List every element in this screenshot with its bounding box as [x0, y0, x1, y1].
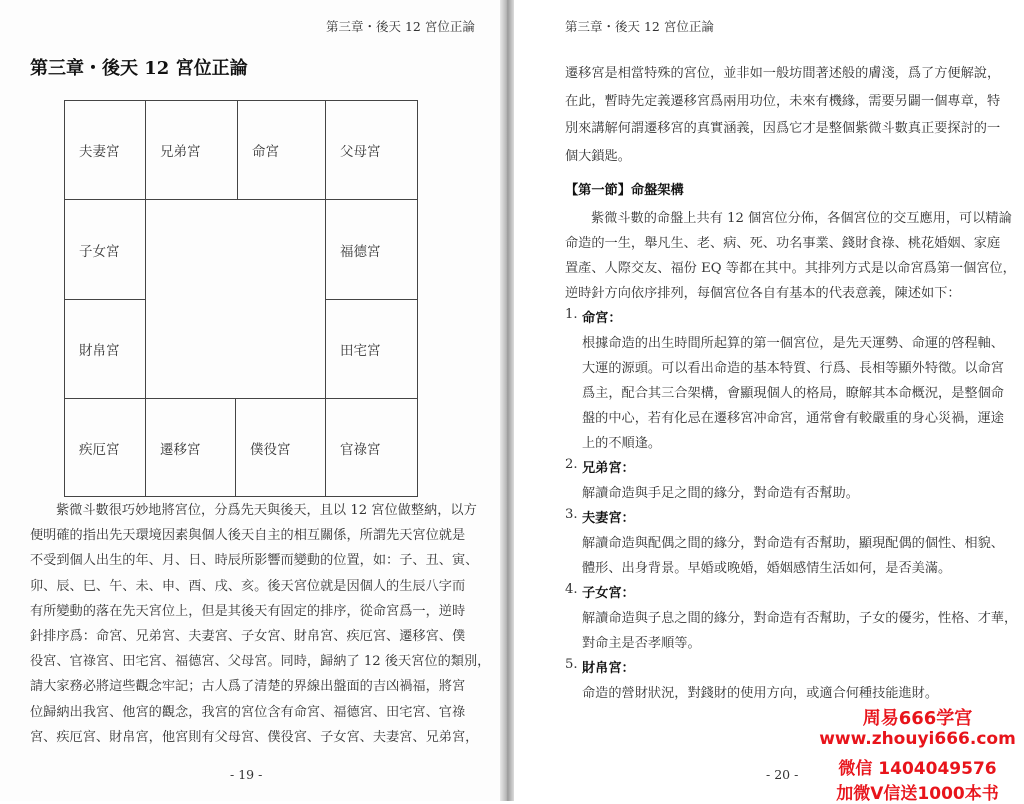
palace-cell: [325, 398, 418, 497]
palace-cell: [145, 398, 236, 497]
paragraph-line: 個大鎖匙。: [565, 149, 631, 165]
list-item-text: 解讀命造與子息之間的緣分，對命造有否幫助，子女的優劣，性格、才華，: [582, 611, 1018, 626]
watermark-line: www.zhouyi666.com: [819, 729, 1016, 749]
paragraph-line: 針排序爲：命宮、兄弟宮、夫妻宮、子女宮、財帛宮、疾厄宮、遷移宮、僕: [30, 629, 466, 644]
book-spine: [500, 0, 514, 801]
page-number: - 19 -: [230, 767, 263, 782]
palace-cell: [235, 398, 326, 497]
paragraph-line: 請大家務必將這些觀念牢記；古人爲了清楚的界線出盤面的吉凶禍福，將宮: [30, 679, 466, 695]
list-item-text: 盤的中心，若有化忌在遷移宮冲命宮，通常會有較嚴重的身心災禍，運途: [582, 411, 1004, 426]
palace-cell: [325, 299, 418, 399]
palace-cell: [325, 100, 418, 200]
palace-label: 福德宮: [340, 243, 381, 260]
palace-cell: [237, 100, 326, 200]
palace-cell: [145, 100, 238, 200]
paragraph-line: 紫微斗數的命盤上共有 12 個宮位分佈，各個宮位的交互應用，可以精論: [591, 211, 1012, 226]
list-item-text: 大運的源頭。可以看出命造的基本特質、行爲、長相等顯外特徵。以命宮: [582, 361, 1004, 376]
palace-cell: [64, 398, 146, 497]
paragraph-line: 置產、人際交友、福份 EQ 等都在其中。其排列方式是以命宮爲第一個宮位，: [565, 261, 1016, 276]
paragraph-line: 紫微斗數很巧妙地將宮位，分爲先天與後天，且以 12 宮位做整納，以方: [56, 503, 477, 518]
palace-cell: [64, 299, 146, 399]
palace-label: 僕役宮: [250, 441, 291, 458]
list-item-text: 爲主，配合其三合架構，會顯現個人的格局，瞭解其本命概況，是整個命: [582, 386, 1004, 401]
paragraph-line: 宮、疾厄宮、財帛宮，他宮則有父母宮、僕役宮、子女宮、夫妻宮、兄弟宮，: [30, 729, 479, 745]
paragraph-line: 別來講解何謂遷移宮的真實涵義，因爲它才是整個紫微斗數真正要探討的一: [565, 121, 1001, 137]
list-item-title: 兄弟宮：: [582, 461, 635, 476]
list-item-text: 命造的營財狀況，對錢財的使用方向，或適合何種技能進財。: [582, 686, 939, 701]
list-number: 2.: [565, 457, 578, 472]
palace-label: 兄弟宮: [160, 144, 201, 160]
watermark-line: 微信 1404049576: [838, 759, 997, 779]
palace-cell: [325, 199, 418, 300]
paragraph-line: 命造的一生，舉凡生、老、病、死、功名事業、錢財食祿、桃花婚姻、家庭: [565, 236, 1001, 251]
paragraph-line: 遷移宮是相當特殊的宮位，並非如一般坊間著述般的膚淺，爲了方便解說，: [565, 66, 1001, 81]
list-number: 3.: [565, 507, 578, 522]
list-item-text: 體形、出身背景。早婚或晚婚，婚姻感情生活如何，是否美滿。: [582, 561, 952, 576]
palace-label: 夫妻宮: [79, 144, 120, 160]
list-item-title: 夫妻宮：: [582, 511, 635, 526]
list-item-text: 對命主是否孝順等。: [582, 636, 701, 651]
chapter-title: 第三章・後天 12 宮位正論: [30, 58, 248, 79]
paragraph-line: 有所變動的落在先天宮位上，但是其後天有固定的排序，從命宮爲一，逆時: [30, 603, 466, 619]
running-header: 第三章・後天 12 宮位正論: [326, 19, 475, 34]
palace-label: 田宅宮: [340, 343, 381, 359]
watermark-line: 周易666学宫: [862, 708, 973, 729]
page-number: - 20 -: [766, 767, 799, 782]
palace-label: 財帛宮: [79, 343, 120, 359]
paragraph-line: 役宮、官祿宮、田宅宮、福德宮、父母宮。同時，歸納了 12 後天宮位的類別，: [30, 654, 491, 670]
paragraph-line: 卯、辰、巳、午、未、申、酉、戌、亥。後天宮位就是因個人的生辰八字而: [30, 578, 466, 594]
paragraph-line: 位歸納出我宮、他宮的觀念，我宮的宮位含有命宮、福德宮、田宅宮、官祿: [30, 704, 466, 720]
paragraph-line: 逆時針方向依序排列，每個宮位各自有基本的代表意義，陳述如下：: [565, 286, 961, 301]
palace-grid: [64, 100, 418, 497]
list-item-title: 命宮：: [582, 311, 622, 326]
list-number: 5.: [565, 657, 578, 672]
palace-label: 父母宮: [340, 144, 381, 160]
palace-label: 遷移宮: [160, 441, 201, 458]
list-item-text: 解讀命造與配偶之間的緣分，對命造有否幫助，顯現配偶的個性、相貌、: [582, 536, 1004, 551]
list-item-text: 根據命造的出生時間所起算的第一個宮位，是先天運勢、命運的啓程軸、: [582, 336, 1004, 351]
list-item-text: 上的不順逢。: [582, 436, 662, 451]
palace-label: 命宮: [252, 144, 279, 160]
paragraph-line: 在此，暫時先定義遷移宮爲兩用功位，未來有機緣，需要另闢一個專章，特: [565, 93, 1001, 109]
list-number: 1.: [565, 307, 578, 322]
right-page: [514, 0, 1024, 801]
left-page: [0, 0, 500, 801]
section-heading: 【第一節】命盤架構: [565, 183, 684, 198]
palace-label: 官祿宮: [340, 441, 381, 458]
palace-label: 子女宮: [79, 243, 120, 260]
palace-cell: [64, 100, 146, 200]
watermark-line: 加微V信送1000本书: [836, 784, 999, 804]
list-number: 4.: [565, 582, 578, 597]
paragraph-line: 便明確的指出先天環境因素與個人後天自主的相互關係，所謂先天宮位就是: [30, 528, 466, 544]
running-header: 第三章・後天 12 宮位正論: [565, 19, 714, 34]
palace-cell: [64, 199, 146, 300]
list-item-text: 解讀命造與手足之間的緣分，對命造有否幫助。: [582, 486, 859, 501]
paragraph-line: 不受到個人出生的年、月、日、時辰所影響而變動的位置，如：子、丑、寅、: [30, 553, 479, 569]
list-item-title: 財帛宮：: [582, 661, 635, 676]
list-item-title: 子女宮：: [582, 586, 635, 601]
palace-label: 疾厄宮: [79, 441, 120, 458]
